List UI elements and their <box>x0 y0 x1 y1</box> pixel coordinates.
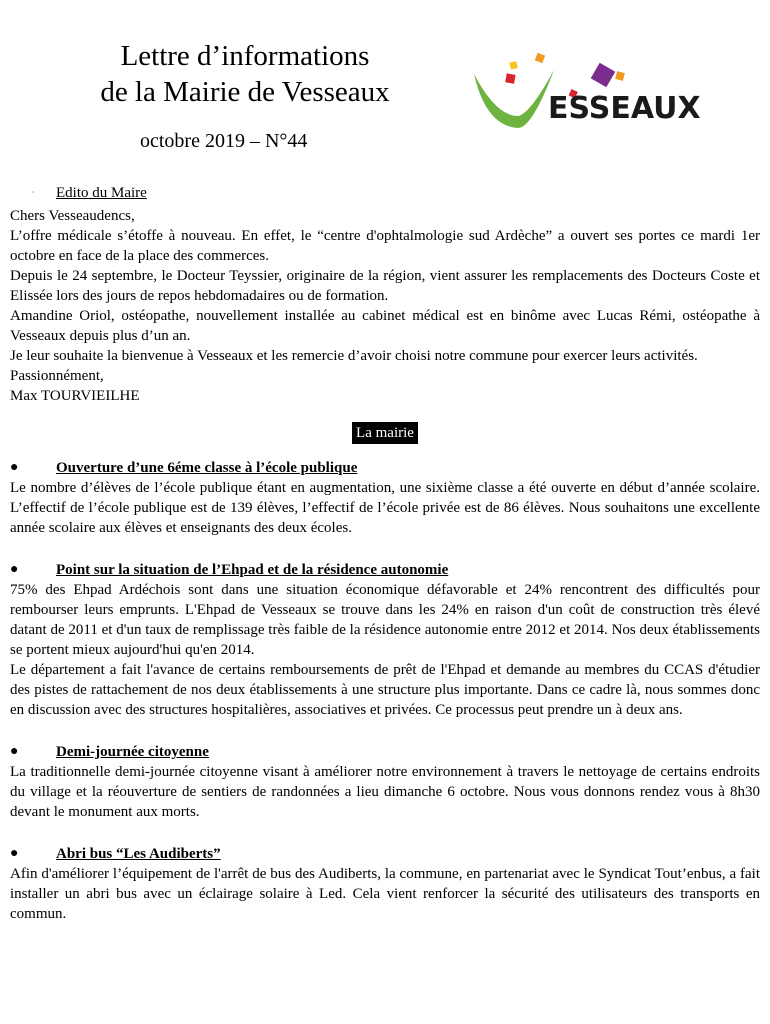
logo-square-orange-2 <box>615 71 625 81</box>
logo-square-red <box>505 73 515 83</box>
section-paragraph: 75% des Ehpad Ardéchois sont dans une situation économique défavorable et 24% rencontrent des difficultés pour rembourser leurs emprunts. L'Ehpad de Vesseaux se trouve dans les 24% en raison d'un coût de construction très élevé datant de 2011 et d'un taux de remplissage très faible de la résidence autonomie entre 2012 et 2014. Nos deux établissements se portent mieux aujourd'hui qu'en 2014. <box>10 582 760 658</box>
section-ecole <box>10 458 760 538</box>
bullet-icon: ● <box>10 562 19 577</box>
section-banner-row <box>10 422 760 444</box>
main-content <box>10 180 760 924</box>
edito-signature: Max TOURVIEILHE <box>10 388 140 404</box>
section-title: Demi-journée citoyenne <box>56 744 209 760</box>
edito-heading: Edito du Maire <box>56 185 147 201</box>
section-banner: La mairie <box>352 422 418 444</box>
edito-paragraph: L’offre médicale s’étoffe à nouveau. En effet, le “centre d'ophtalmologie sud Ardèche” a ouvert ses portes ce mardi 1er octobre en face de la place des commerces. <box>10 228 760 264</box>
vesseaux-logo <box>466 44 711 134</box>
bullet-icon: · <box>32 188 35 197</box>
title-line-2: de la Mairie de Vesseaux <box>100 76 390 108</box>
logo-text: ESSEAUX <box>548 91 701 126</box>
section-demi-journee <box>10 742 760 822</box>
bullet-icon: ● <box>10 744 19 759</box>
section-title: Abri bus “Les Audiberts” <box>56 846 221 862</box>
edito-greeting: Chers Vesseaudencs, <box>10 208 135 224</box>
section-heading <box>10 458 760 478</box>
logo-square-yellow <box>509 61 518 70</box>
section-paragraph: Afin d'améliorer l’équipement de l'arrêt de bus des Audiberts, la commune, en partenariat avec le Syndicat Tout’enbus, a fait installer un abri bus avec un éclairage solaire à Led. Cela vient renforcer la sécurité des utilisateurs des transports en commun. <box>10 866 760 922</box>
edito-signoff: Passionnément, <box>10 368 104 384</box>
section-title: Point sur la situation de l’Ehpad et de la résidence autonomie <box>56 562 449 578</box>
title-line-1: Lettre d’informations <box>120 40 370 72</box>
logo-square-orange <box>535 53 545 63</box>
edito-paragraph: Depuis le 24 septembre, le Docteur Teyssier, originaire de la région, vient assurer les remplacements des Docteurs Coste et Elissée lors des jours de repos hebdomadaires ou de formation. <box>10 268 760 304</box>
bullet-icon: ● <box>10 460 19 475</box>
section-heading <box>10 844 760 864</box>
section-title: Ouverture d’une 6éme classe à l’école publique <box>56 460 358 476</box>
section-paragraph: Le nombre d’élèves de l’école publique étant en augmentation, une sixième classe a été ouverte en début d’année scolaire. L’effectif de l’école publique est de 139 élèves, l’effectif de l’école privée est de 86 élèves. Nous souhaitons une excellente année scolaire aux élèves et enseignants des deux écoles. <box>10 480 760 536</box>
edito-heading-row <box>32 180 760 206</box>
issue-date: octobre 2019 – N°44 <box>140 130 308 152</box>
bullet-icon: ● <box>10 846 19 861</box>
newsletter-title <box>60 38 430 110</box>
edito-paragraph: Je leur souhaite la bienvenue à Vesseaux et les remercie d’avoir choisi notre commune pour exercer leurs activités. <box>10 348 698 364</box>
section-paragraph: La traditionnelle demi-journée citoyenne visant à améliorer notre environnement à travers le nettoyage de certains endroits du village et la réouverture de sentiers de randonnées a lieu dimanche 6 octobre. Nous vous donnons rendez vous à 8h30 devant le monument aux morts. <box>10 764 760 820</box>
section-ehpad <box>10 560 760 720</box>
section-paragraph: Le département a fait l'avance de certains remboursements de prêt de l'Ehpad et demande au membres du CCAS d'étudier des pistes de rattachement de nos deux établissements à une structure plus importante. Dans ce cadre là, nous sommes donc en discussion avec des structures hospitalières, associatives et privées. Ce processus peut prendre un à deux ans. <box>10 662 760 718</box>
section-abri-bus <box>10 844 760 924</box>
section-heading <box>10 560 760 580</box>
edito-paragraph: Amandine Oriol, ostéopathe, nouvellement installée au cabinet médical est en binôme avec Lucas Rémi, ostéopathe à Vesseaux depuis plus d’un an. <box>10 308 760 344</box>
logo-square-purple <box>591 63 616 88</box>
edito-body <box>10 206 760 406</box>
section-heading <box>10 742 760 762</box>
